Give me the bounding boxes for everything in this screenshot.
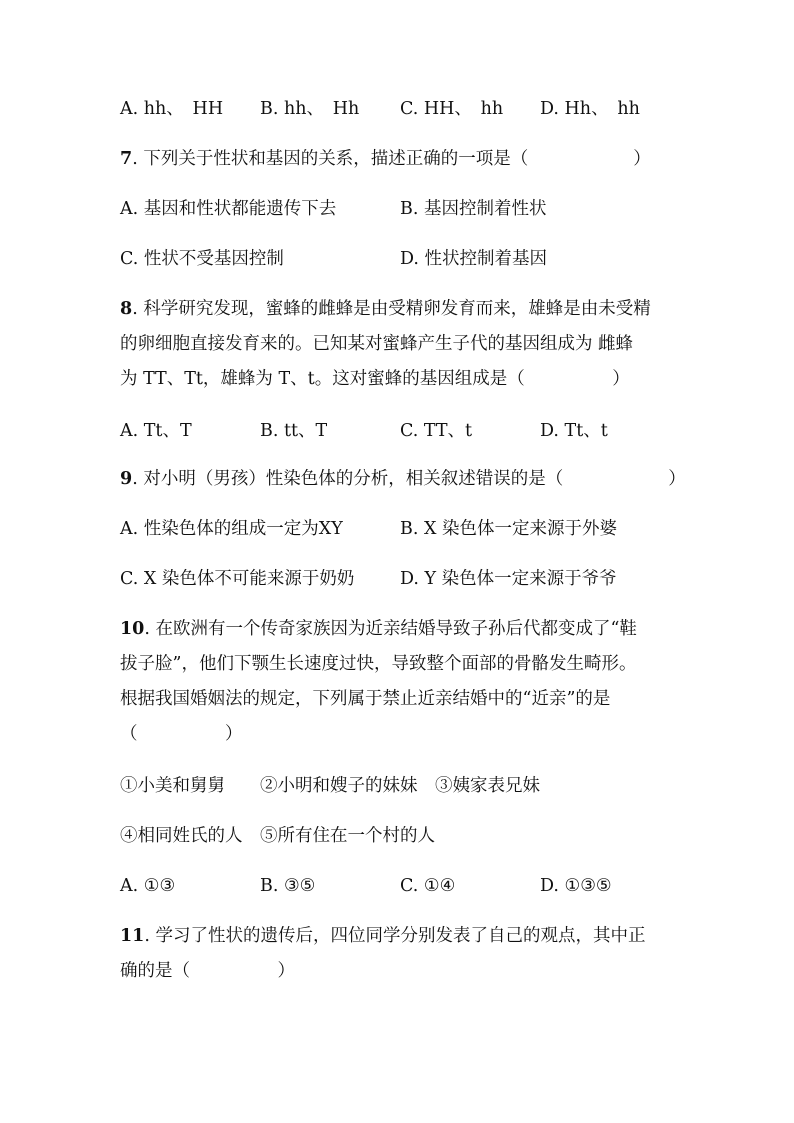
q9-number: 9 [120,469,133,489]
q10-items-line-1: ①小美和舅舅 ②小明和嫂子的妹妹 ③姨家表兄妹 [120,776,540,796]
q9-option-a: A. 性染色体的组成一定为XY [120,519,343,539]
q11-stem-line-2: 确的是（ ） [120,961,295,981]
q11-stem-text-1: . 学习了性状的遗传后，四位同学分别发表了自己的观点，其中正 [144,926,646,946]
q10-number: 10 [120,619,145,639]
q7-option-d: D. 性状控制着基因 [400,249,548,269]
q8-option-d: D. Tt、t [540,421,608,441]
q9-stem-text: . 对小明（男孩）性染色体的分析，相关叙述错误的是（ ） [132,469,686,489]
q10-stem-line-3: 根据我国婚姻法的规定，下列属于禁止近亲结婚中的“近亲”的是 [120,689,611,709]
q8-stem-text-1: . 科学研究发现，蜜蜂的雌蜂是由受精卵发育而来，雄蜂是由未受精 [132,299,651,319]
q7-stem-text: . 下列关于性状和基因的关系，描述正确的一项是（ ） [132,149,651,169]
q8-stem-line-2: 的卵细胞直接发育来的。已知某对蜜蜂产生子代的基因组成为 雌蜂 [120,334,634,354]
q10-stem-line-4: （ ） [120,724,243,744]
q7-option-a: A. 基因和性状都能遗传下去 [120,199,337,219]
q8-stem-line-3: 为 TT、Tt，雄蜂为 T、t。这对蜜蜂的基因组成是（ ） [120,369,630,389]
q10-option-b: B. ③⑤ [260,876,316,896]
q8-stem-line-1 [120,297,651,321]
q6-option-d: D. Hh、 hh [540,99,640,119]
q10-option-a: A. ①③ [120,876,176,896]
q8-option-b: B. tt、T [260,421,328,441]
q10-option-c: C. ①④ [400,876,456,896]
q7-number: 7 [120,149,133,169]
q8-option-c: C. TT、t [400,421,473,441]
q9-stem [120,467,686,491]
q10-option-d: D. ①③⑤ [540,876,612,896]
q7-option-b: B. 基因控制着性状 [400,199,547,219]
q8-option-a: A. Tt、T [120,421,192,441]
q11-stem-line-1 [120,924,645,948]
q6-option-b: B. hh、 Hh [260,99,360,119]
q10-stem-line-2: 拔子脸”，他们下颚生长速度过快，导致整个面部的骨骼发生畸形。 [120,654,637,674]
q10-items-line-2: ④相同姓氏的人 ⑤所有住在一个村的人 [120,826,435,846]
q6-option-a: A. hh、 HH [120,99,224,119]
q10-stem-line-1 [120,617,637,641]
q7-option-c: C. 性状不受基因控制 [120,249,284,269]
q9-option-d: D. Y 染色体一定来源于爷爷 [400,569,617,589]
q9-option-b: B. X 染色体一定来源于外婆 [400,519,618,539]
q9-option-c: C. X 染色体不可能来源于奶奶 [120,569,355,589]
q7-stem [120,147,651,171]
q11-number: 11 [120,926,145,946]
q10-stem-text-1: . 在欧洲有一个传奇家族因为近亲结婚导致子孙后代都变成了“鞋 [144,619,637,639]
q8-number: 8 [120,299,133,319]
q6-option-c: C. HH、 hh [400,99,504,119]
